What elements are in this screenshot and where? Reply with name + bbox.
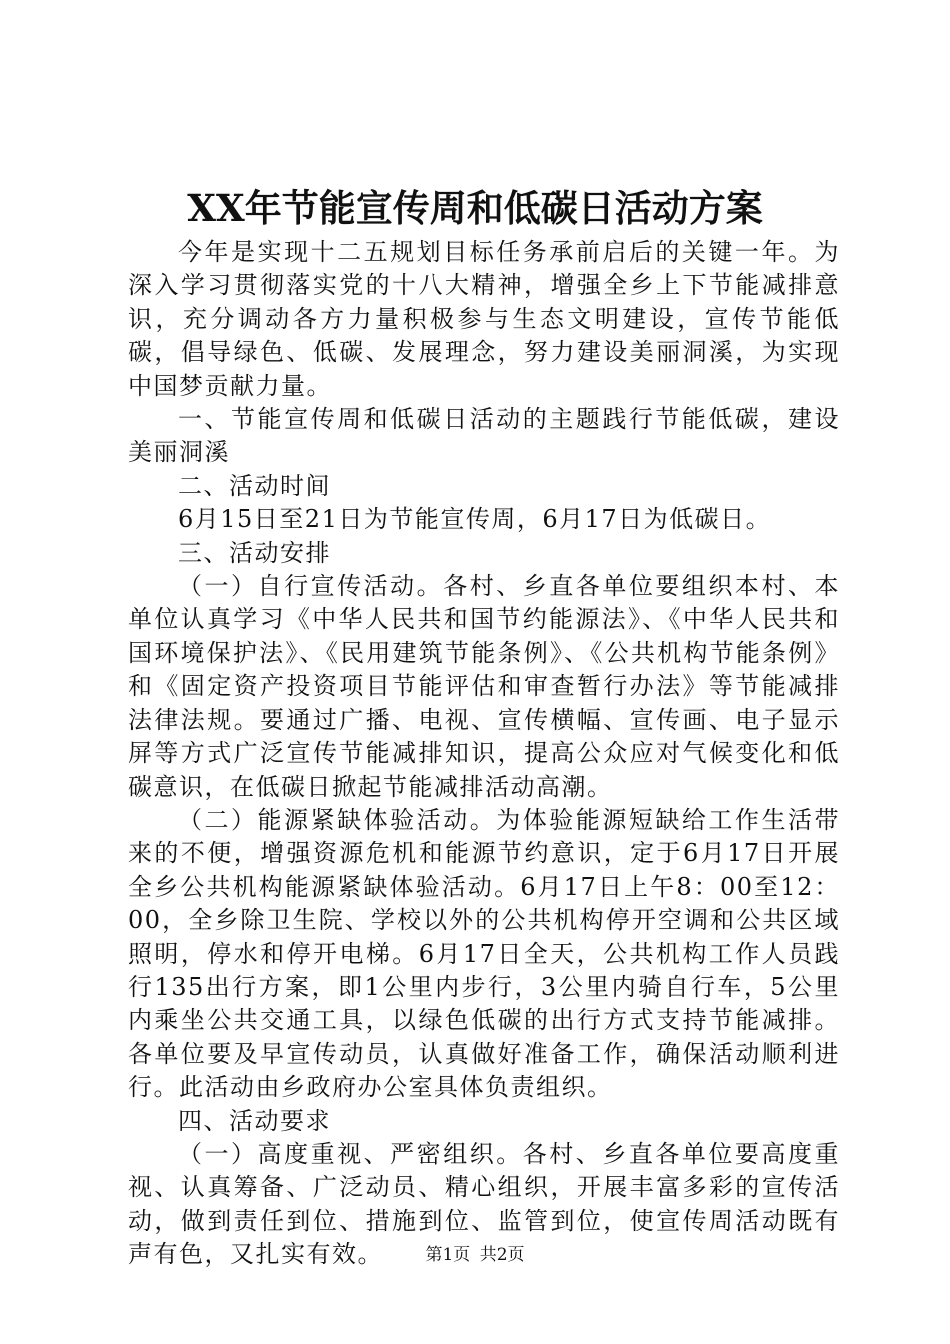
paragraph-section-2: 二、活动时间	[178, 471, 331, 500]
paragraph-section-1: 一、节能宣传周和低碳日活动的主题践行节能低碳，建设美丽洞溪	[128, 405, 840, 467]
document-body	[128, 236, 840, 1272]
paragraph-section-4: 四、活动要求	[178, 1106, 331, 1135]
page-footer	[0, 1243, 950, 1267]
paragraph-energy-shortage: （二）能源紧缺体验活动。为体验能源短缺给工作生活带来的不便，增强资源危机和能源节约意识，定于6月17日开展全乡公共机构能源紧缺体验活动。6月17日上午8：00至12：00，全乡除卫生院、学校以外的公共机构停开空调和公共区域照明，停水和停开电梯。6月17日全天，公共机构工作人员践行135出行方案，即1公里内步行，3公里内骑自行车，5公里内乘坐公共交通工具，以绿色低碳的出行方式支持节能减排。各单位要及早宣传动员，认真做好准备工作，确保活动顺利进行。此活动由乡政府办公室具体负责组织。	[128, 805, 840, 1102]
document-title: XX年节能宣传周和低碳日活动方案	[187, 186, 763, 230]
paragraph-self-promotion: （一）自行宣传活动。各村、乡直各单位要组织本村、本单位认真学习《中华人民共和国节约能源法》、《中华人民共和国环境保护法》、《民用建筑节能条例》、《公共机构节能条例》和《固定资产投资项目节能评估和审查暂行办法》等节能减排法律法规。要通过广播、电视、宣传横幅、宣传画、电子显示屏等方式广泛宣传节能减排知识，提高公众应对气候变化和低碳意识，在低碳日掀起节能减排活动高潮。	[128, 572, 840, 801]
page-number: 第1页	[425, 1245, 471, 1265]
paragraph-intro: 今年是实现十二五规划目标任务承前启后的关键一年。为深入学习贯彻落实党的十八大精神，增强全乡上下节能减排意识，充分调动各方力量积极参与生态文明建设，宣传节能低碳，倡导绿色、低碳、发展理念，努力建设美丽洞溪，为实现中国梦贡献力量。	[128, 238, 840, 400]
page-total: 共2页	[479, 1245, 525, 1265]
paragraph-section-3: 三、活动安排	[178, 538, 331, 567]
paragraph-activity-time: 6月15日至21日为节能宣传周，6月17日为低碳日。	[178, 505, 772, 534]
paragraph-requirements-1: （一）高度重视、严密组织。各村、乡直各单位要高度重视、认真筹备、广泛动员、精心组织，开展丰富多彩的宣传活动，做到责任到位、措施到位、监管到位，使宣传周活动既有声有色，又扎实有效。	[128, 1139, 840, 1269]
